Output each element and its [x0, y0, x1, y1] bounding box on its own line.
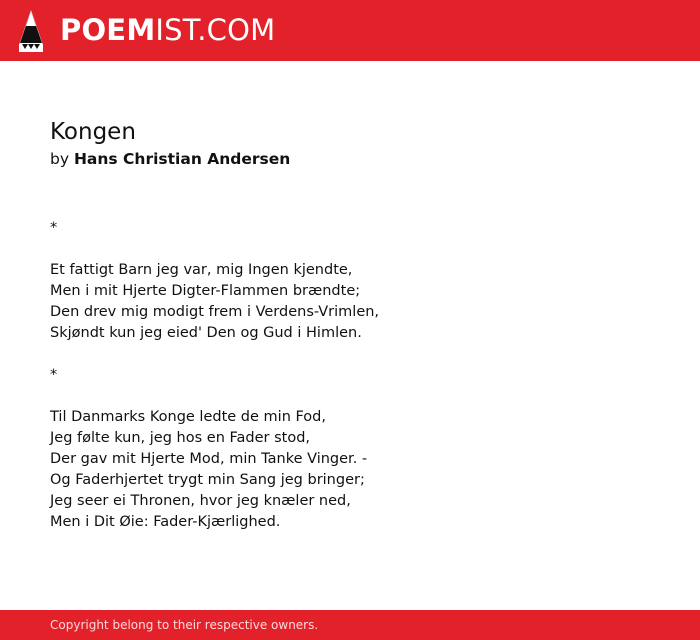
poem-line: Jeg seer ei Thronen, hvor jeg knæler ned, — [50, 493, 351, 509]
poem-line: * — [50, 367, 58, 383]
stanza — [50, 365, 650, 386]
poem-line: Til Danmarks Konge ledte de min Fod, — [50, 409, 326, 425]
poem-body — [50, 218, 650, 554]
pencil-tip-icon — [18, 9, 44, 53]
poem-line: Skjøndt kun jeg eied' Den og Gud i Himlen. — [50, 325, 362, 341]
poem-line: * — [50, 220, 58, 236]
poem-line: Der gav mit Hjerte Mod, min Tanke Vinger. - — [50, 451, 368, 467]
site-logo-link[interactable] — [18, 0, 275, 61]
poem-line: Et fattigt Barn jeg var, mig Ingen kjendte, — [50, 262, 353, 278]
author-link[interactable]: Hans Christian Andersen — [73, 150, 291, 168]
poem-line: Men i Dit Øie: Fader-Kjærlighed. — [50, 514, 281, 530]
logo-bold-text: POEM — [60, 13, 156, 47]
poem-line: Og Faderhjertet trygt min Sang jeg bringer; — [50, 472, 365, 488]
poem-line: Den drev mig modigt frem i Verdens-Vrimlen, — [50, 304, 380, 320]
logo-thin-text: IST.COM — [155, 13, 276, 47]
site-header — [0, 0, 700, 61]
poem-line: Jeg følte kun, jeg hos en Fader stod, — [50, 430, 311, 446]
poem-title: Kongen — [50, 119, 136, 145]
stanza — [50, 218, 650, 239]
site-footer — [0, 610, 700, 640]
copyright-notice: Copyright belong to their respective owners. — [50, 618, 319, 632]
stanza — [50, 260, 650, 344]
site-logo-text — [60, 13, 276, 47]
stanza — [50, 407, 650, 533]
by-label: by — [50, 150, 70, 168]
poem-byline — [50, 148, 290, 170]
poem-line: Men i mit Hjerte Digter-Flammen brændte; — [50, 283, 361, 299]
